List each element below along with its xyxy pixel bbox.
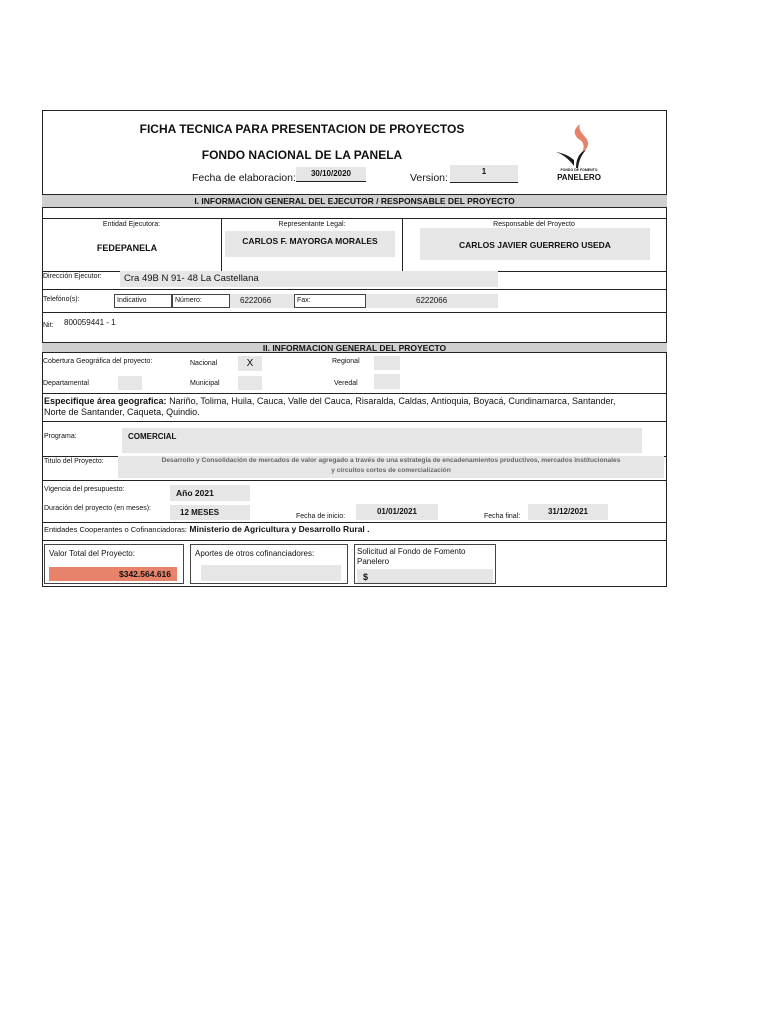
entidades-row [44, 524, 370, 534]
cane-flame-icon [554, 122, 604, 170]
duracion-field[interactable]: 12 MESES [170, 505, 250, 520]
veredal-label: Veredal [334, 380, 358, 387]
aportes-field[interactable] [201, 565, 341, 581]
aportes-box [190, 544, 348, 584]
vigencia-field[interactable]: Año 2021 [170, 485, 250, 501]
programa-label: Programa: [44, 433, 77, 440]
representante-label: Representante Legal: [278, 221, 346, 228]
entidades-label: Entidades Cooperantes o Cofinanciadoras: [44, 525, 188, 534]
departamental-checkbox[interactable] [118, 376, 142, 390]
titulo-line2: y circuitos cortos de comercialización [331, 467, 451, 474]
area-geografica [44, 396, 664, 407]
logo-line1: FONDO DE FOMENTO [560, 168, 598, 172]
nacional-label: Nacional [190, 360, 218, 367]
programa-field[interactable]: COMERCIAL [122, 428, 642, 453]
area-value-line2[interactable]: Norte de Santander, Caqueta, Quindio. [44, 407, 200, 417]
direccion-label: Dirección Ejecutor: [43, 273, 102, 280]
valor-total-box [44, 544, 184, 584]
titulo-label: Titulo del Proyecto: [44, 458, 104, 465]
direccion-field[interactable]: Cra 49B N 91- 48 La Castellana [120, 271, 498, 287]
form-title: FICHA TECNICA PARA PRESENTACION DE PROYECTOS [139, 122, 465, 136]
solicitud-label: Solicitud al Fondo de Fomento Panelero [357, 547, 466, 566]
final-field[interactable]: 31/12/2021 [528, 504, 608, 520]
fecha-label: Fecha de elaboracion: [192, 172, 296, 184]
solicitud-box [354, 544, 496, 584]
nit-value[interactable]: 800059441 - 1 [64, 318, 116, 327]
veredal-checkbox[interactable] [374, 374, 400, 389]
logo-line2: PANELERO [557, 173, 601, 182]
valor-field[interactable] [49, 567, 177, 581]
titulo-line1: Desarrollo y Consolidación de mercados de valor agregado a través de una estrategia de encadenamientos productivos, mercados institucionales [161, 457, 621, 464]
responsable-label: Responsable del Proyecto [493, 221, 575, 228]
aportes-label: Aportes de otros cofinanciadores: [195, 549, 315, 558]
inicio-field[interactable]: 01/01/2021 [356, 504, 438, 520]
solicitud-field[interactable]: $ [357, 569, 493, 583]
valor-value: $342.564.616 [119, 569, 171, 579]
regional-checkbox[interactable] [374, 356, 400, 370]
responsable-value[interactable]: CARLOS JAVIER GUERRERO USEDA [420, 228, 650, 260]
municipal-checkbox[interactable] [238, 376, 262, 390]
fecha-field[interactable]: 30/10/2020 [296, 167, 366, 182]
nacional-checkbox[interactable]: X [238, 356, 262, 371]
entidades-value[interactable]: Ministerio de Agricultura y Desarrollo Rural . [189, 524, 370, 534]
fax-label: Fax: [294, 294, 366, 308]
area-label: Especifique área geografica: [44, 396, 167, 406]
fondo-panelero-logo [554, 122, 604, 184]
valor-label: Valor Total del Proyecto: [49, 549, 135, 558]
version-label: Version: [410, 172, 448, 184]
numero-field[interactable]: 6222066 [230, 294, 294, 308]
duracion-label: Duración del proyecto (en meses): [44, 505, 151, 512]
cobertura-label: Cobertura Geográfica del proyecto: [43, 358, 153, 365]
nit-label: Nit: [43, 322, 54, 329]
inicio-label: Fecha de inicio: [296, 513, 346, 520]
version-field[interactable]: 1 [450, 165, 518, 183]
final-label: Fecha final: [484, 513, 521, 520]
area-value[interactable]: Nariño, Tolima, Huila, Cauca, Valle del Cauca, Risaralda, Caldas, Antioquia, Boyacá, Cundinamarca, Santander, [169, 396, 616, 406]
representante-value[interactable]: CARLOS F. MAYORGA MORALES [225, 231, 395, 257]
entidad-label: Entidad Ejecutora: [102, 221, 161, 228]
fax-field[interactable]: 6222066 [366, 294, 498, 308]
form-subtitle: FONDO NACIONAL DE LA PANELA [201, 148, 403, 162]
regional-label: Regional [332, 358, 360, 365]
vigencia-label: Vigencia del presupuesto: [44, 486, 125, 493]
municipal-label: Municipal [190, 380, 220, 387]
telefono-label: Telefóno(s): [43, 296, 80, 303]
section2-header: II. INFORMACION GENERAL DEL PROYECTO [42, 342, 667, 353]
departamental-label: Departamental [43, 380, 89, 387]
entidad-value[interactable]: FEDEPANELA [96, 243, 158, 253]
indicativo-field[interactable]: Indicativo [114, 294, 172, 308]
numero-label: Número: [172, 294, 230, 308]
titulo-field[interactable] [118, 456, 664, 478]
section1-header: I. INFORMACION GENERAL DEL EJECUTOR / RESPONSABLE DEL PROYECTO [42, 194, 667, 208]
